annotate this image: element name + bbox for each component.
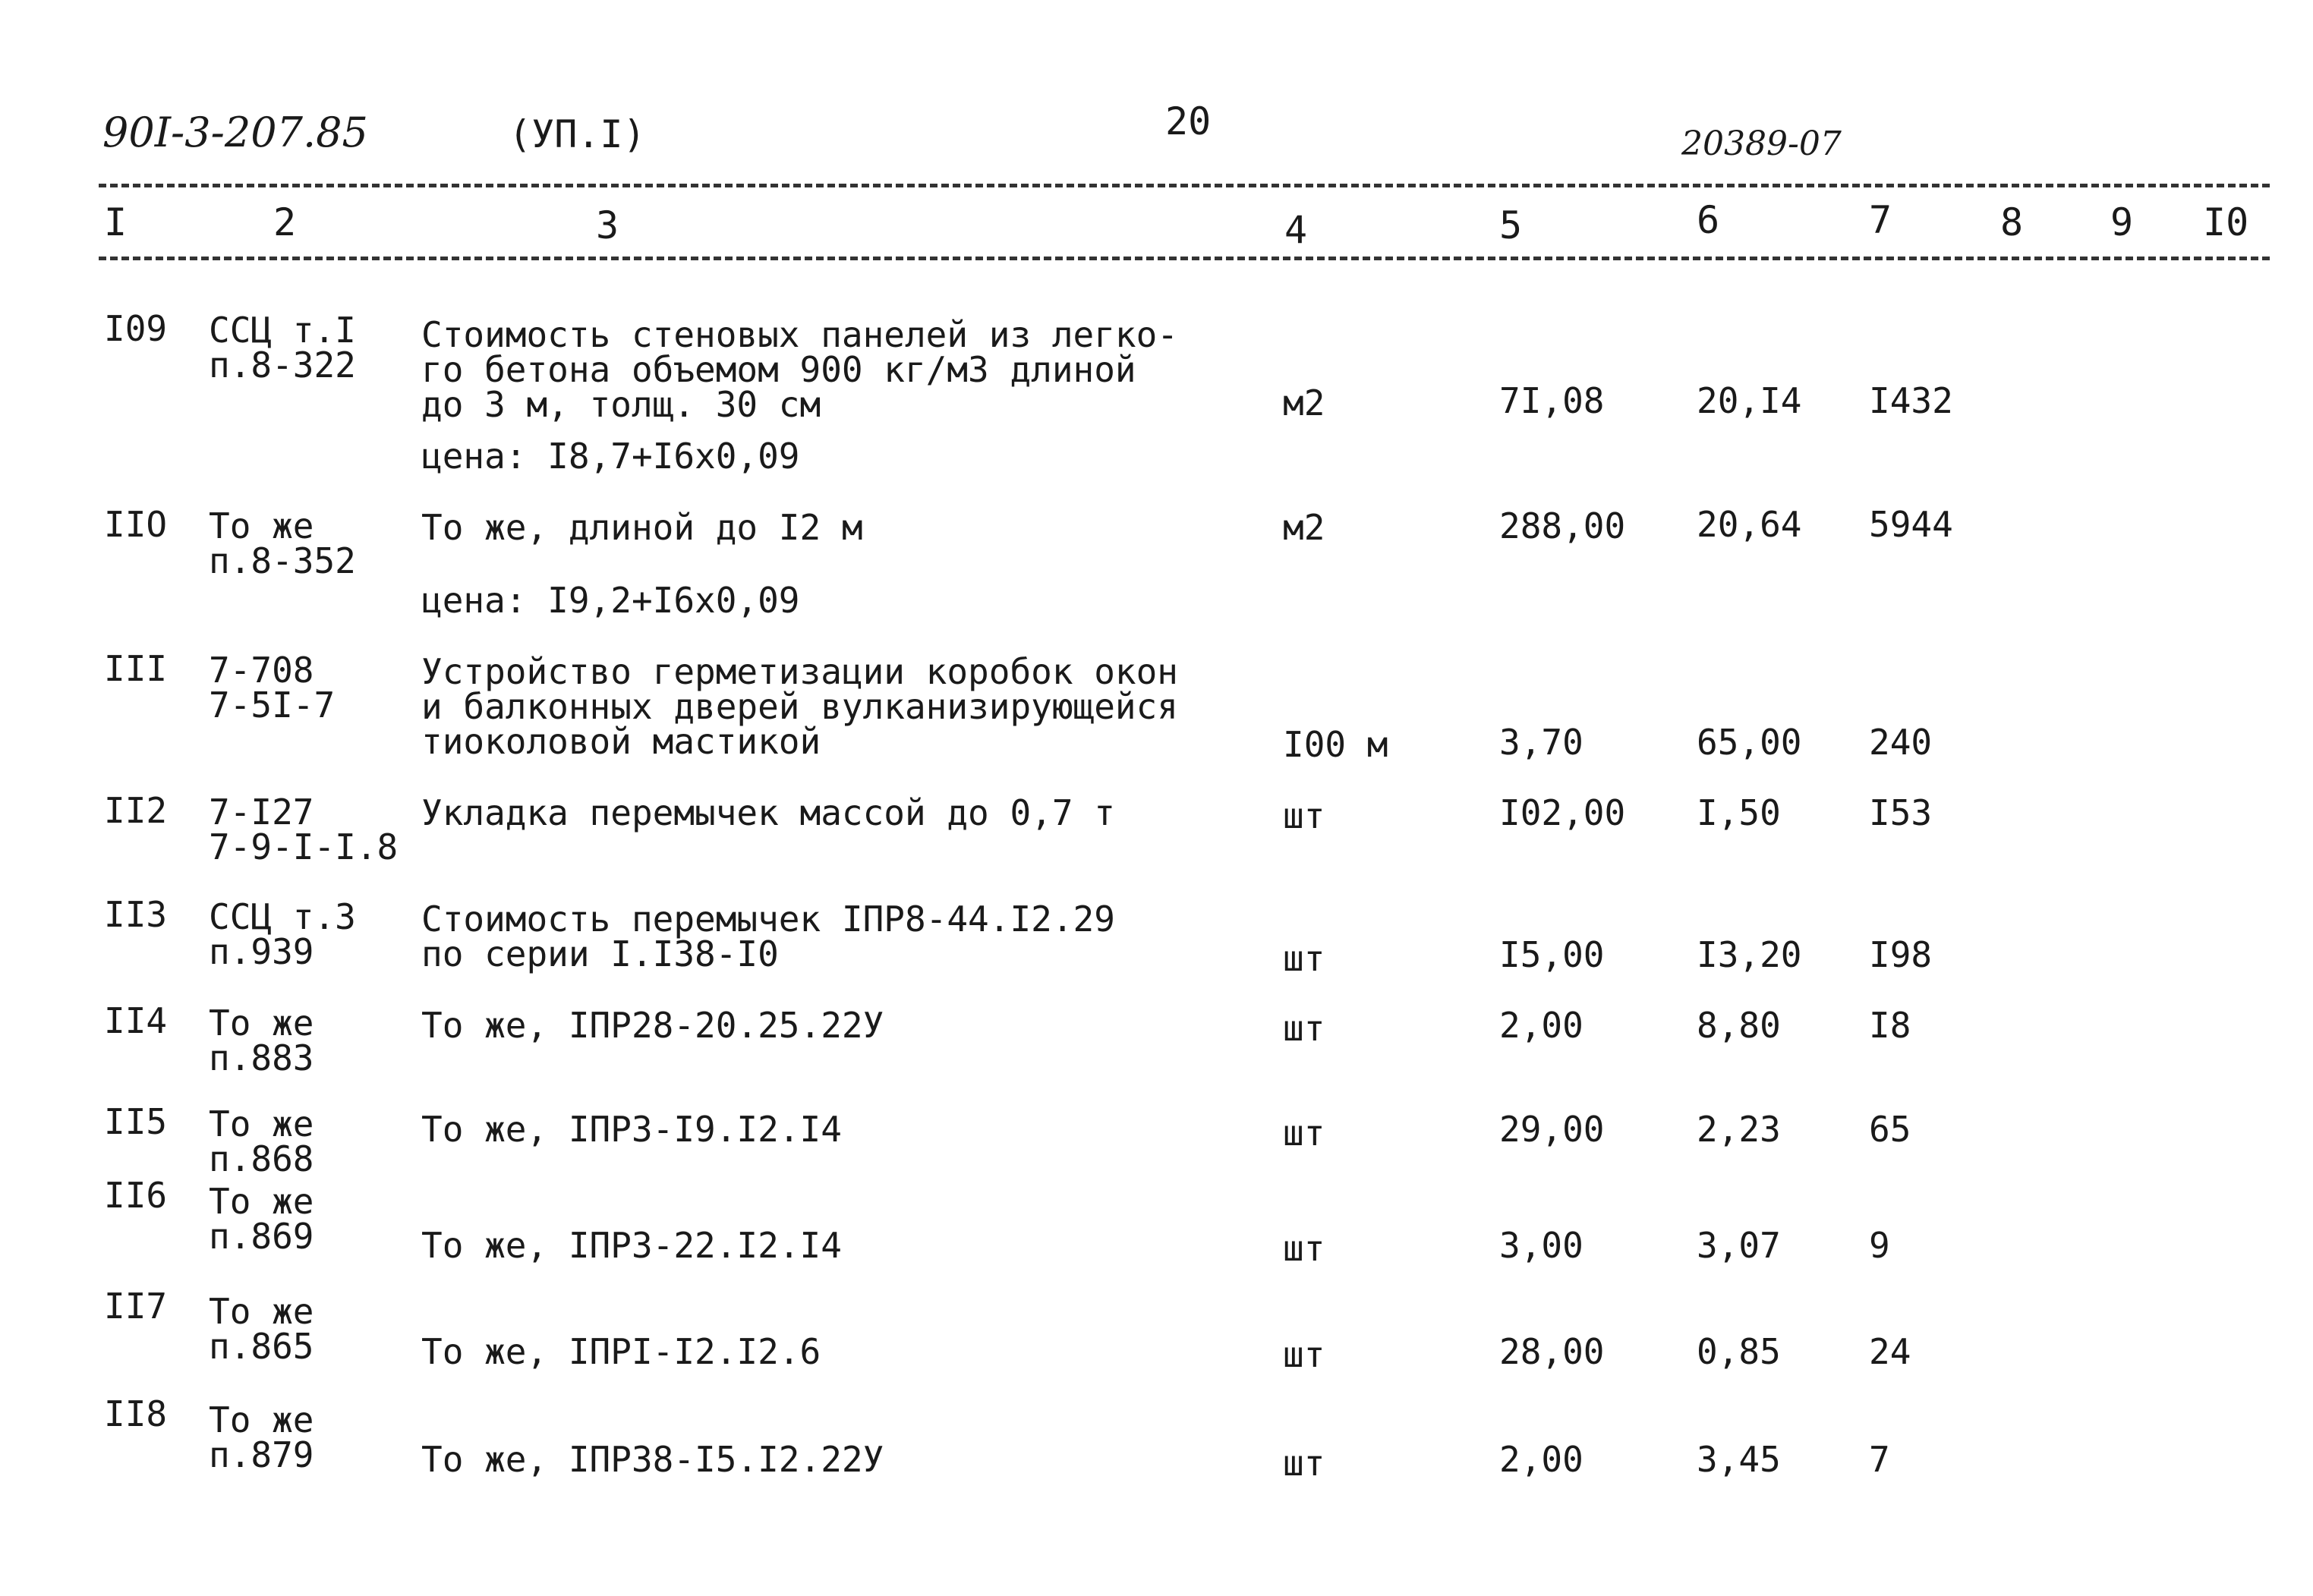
unit: шт <box>1283 795 1325 836</box>
total-cost: 24 <box>1869 1331 1911 1372</box>
description: То же, IПР3-22.I2.I4 <box>421 1225 842 1266</box>
unit-cost: 3,45 <box>1697 1439 1781 1480</box>
column-header-6: 6 <box>1697 198 1720 242</box>
unit-cost: 2,23 <box>1697 1109 1781 1150</box>
quantity: 28,00 <box>1499 1331 1605 1372</box>
unit-cost: 65,00 <box>1697 722 1802 763</box>
quantity: 3,70 <box>1499 722 1583 763</box>
row-number: II6 <box>104 1175 168 1216</box>
quantity: 29,00 <box>1499 1109 1605 1150</box>
total-cost: I98 <box>1869 934 1933 975</box>
column-header-10: I0 <box>2203 200 2249 244</box>
unit-cost: 0,85 <box>1697 1331 1781 1372</box>
quantity: 7I,08 <box>1499 380 1605 421</box>
reference: То же п.869 <box>209 1181 314 1257</box>
row-number: I09 <box>104 308 168 349</box>
quantity: I5,00 <box>1499 934 1605 975</box>
unit-cost: 20,64 <box>1697 504 1802 545</box>
total-cost: 5944 <box>1869 504 1953 545</box>
total-cost: 240 <box>1869 722 1933 763</box>
unit: шт <box>1283 1008 1325 1049</box>
unit: шт <box>1283 1113 1325 1154</box>
quantity: I02,00 <box>1499 792 1626 833</box>
unit: м2 <box>1283 382 1325 423</box>
row-number: IIO <box>104 504 168 545</box>
total-cost: 7 <box>1869 1439 1890 1480</box>
column-header-7: 7 <box>1869 198 1892 242</box>
total-cost: I432 <box>1869 380 1953 421</box>
row-number: II3 <box>104 894 168 935</box>
unit-cost: I,50 <box>1697 792 1781 833</box>
quantity: 288,00 <box>1499 505 1626 546</box>
row-number: II8 <box>104 1393 168 1434</box>
description: Укладка перемычек массой до 0,7 т <box>421 792 1115 833</box>
column-header-2: 2 <box>273 200 297 244</box>
reference: ССЦ т.3 п.939 <box>209 896 356 972</box>
quantity: 3,00 <box>1499 1225 1583 1266</box>
unit-cost: 3,07 <box>1697 1225 1781 1266</box>
column-header-5: 5 <box>1499 203 1523 247</box>
column-header-8: 8 <box>2000 200 2024 244</box>
description: То же, IПР3-I9.I2.I4 <box>421 1109 842 1150</box>
description: То же, длиной до I2 м <box>421 507 863 548</box>
column-header-1: I <box>104 200 128 244</box>
reference: ССЦ т.I п.8-322 <box>209 310 356 386</box>
reference: То же п.879 <box>209 1399 314 1475</box>
description: Устройство герметизации коробок окон и балконных дверей вулканизирующейся тиоколовой мастикой <box>421 651 1178 762</box>
column-header-3: 3 <box>596 203 619 247</box>
header-rule-top <box>99 184 2270 187</box>
reference: То же п.868 <box>209 1103 314 1179</box>
total-cost: 65 <box>1869 1109 1911 1150</box>
description: Стоимость стеновых панелей из легко- го бетона объемом 900 кг/м3 длиной до 3 м, толщ. 30 см <box>421 314 1178 425</box>
document-code: 90I-3-207.85 <box>102 109 368 156</box>
row-number: II2 <box>104 790 168 831</box>
reference: То же п.8-352 <box>209 505 356 581</box>
column-header-4: 4 <box>1284 208 1308 252</box>
unit: шт <box>1283 1228 1325 1269</box>
row-number: II7 <box>104 1286 168 1327</box>
description: То же, IПР28-20.25.22У <box>421 1005 884 1046</box>
header-rule-bottom <box>99 257 2270 260</box>
unit: шт <box>1283 938 1325 979</box>
price-formula: цена: I9,2+I6x0,09 <box>421 580 800 621</box>
row-number: III <box>104 648 168 689</box>
row-number: II5 <box>104 1101 168 1142</box>
unit: м2 <box>1283 507 1325 548</box>
price-formula: цена: I8,7+I6x0,09 <box>421 436 800 477</box>
unit-cost: 8,80 <box>1697 1005 1781 1046</box>
total-cost: I8 <box>1869 1005 1911 1046</box>
reference: То же п.865 <box>209 1291 314 1367</box>
reference: 7-I27 7-9-I-I.8 <box>209 792 399 867</box>
reference: 7-708 7-5I-7 <box>209 650 336 726</box>
unit-cost: 20,I4 <box>1697 380 1802 421</box>
unit: шт <box>1283 1443 1325 1484</box>
volume-label: (УП.I) <box>509 112 646 156</box>
archive-number: 20389-07 <box>1681 124 1842 163</box>
column-header-9: 9 <box>2110 200 2134 244</box>
description: То же, IПРI-I2.I2.6 <box>421 1331 821 1372</box>
page-number: 20 <box>1165 99 1212 143</box>
unit: шт <box>1283 1334 1325 1375</box>
total-cost: 9 <box>1869 1225 1890 1266</box>
quantity: 2,00 <box>1499 1005 1583 1046</box>
reference: То же п.883 <box>209 1003 314 1078</box>
row-number: II4 <box>104 1000 168 1041</box>
description: Стоимость перемычек IПР8-44.I2.29 по серии I.I38-I0 <box>421 899 1115 974</box>
unit: I00 м <box>1283 724 1388 765</box>
quantity: 2,00 <box>1499 1439 1583 1480</box>
unit-cost: I3,20 <box>1697 934 1802 975</box>
description: То же, IПР38-I5.I2.22У <box>421 1439 884 1480</box>
total-cost: I53 <box>1869 792 1933 833</box>
